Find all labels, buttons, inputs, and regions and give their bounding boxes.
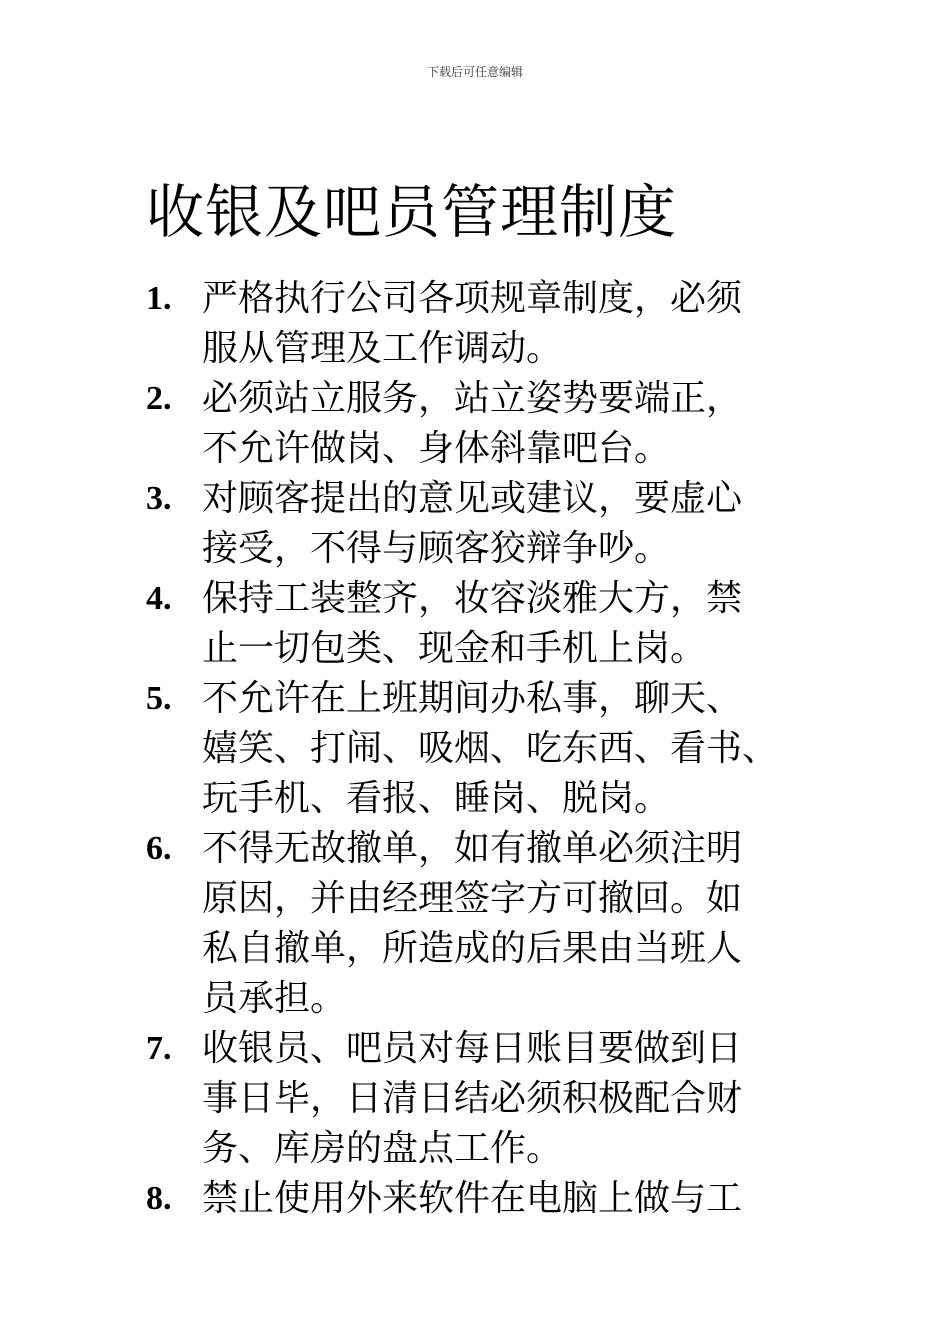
rule-line: 保持工装整齐，妆容淡雅大方，禁: [202, 578, 743, 619]
rule-line: 不允许在上班期间办私事，聊天、: [202, 678, 743, 719]
rule-text: [202, 1024, 802, 1174]
rule-line: 务、库房的盘点工作。: [202, 1128, 563, 1169]
rule-line: 不允许做岗、身体斜靠吧台。: [202, 428, 671, 469]
rule-line: 禁止使用外来软件在电脑上做与工: [202, 1178, 743, 1219]
rule-line: 事日毕，日清日结必须积极配合财: [202, 1078, 743, 1119]
rule-number: 2.: [146, 380, 172, 417]
rule-item-5: [146, 674, 806, 824]
rule-item-6: [146, 824, 806, 1024]
rule-number: 4.: [146, 580, 172, 617]
rule-line: 收银员、吧员对每日账目要做到日: [202, 1028, 743, 1069]
rule-number: 3.: [146, 480, 172, 517]
rule-number: 1.: [146, 280, 172, 317]
rule-line: 玩手机、看报、睡岗、脱岗。: [202, 778, 671, 819]
rule-line: 员承担。: [202, 978, 347, 1019]
rule-text: [202, 824, 802, 1024]
rules-list: [146, 274, 806, 1224]
rule-item-2: [146, 374, 806, 474]
rule-text: [202, 474, 802, 574]
rule-line: 原因，并由经理签字方可撤回。如: [202, 878, 743, 919]
rule-line: 必须站立服务，站立姿势要端正，: [202, 378, 743, 419]
rule-line: 严格执行公司各项规章制度，必须: [202, 278, 743, 319]
rule-item-7: [146, 1024, 806, 1174]
rule-item-1: [146, 274, 806, 374]
rule-text: [202, 374, 802, 474]
rule-line: 接受，不得与顾客狡辩争吵。: [202, 528, 671, 569]
rule-text: [202, 274, 802, 374]
rule-text: [202, 674, 802, 824]
rule-number: 5.: [146, 680, 172, 717]
rule-line: 对顾客提出的意见或建议，要虚心: [202, 478, 743, 519]
rule-line: 不得无故撤单，如有撤单必须注明: [202, 828, 743, 869]
rule-line: 服从管理及工作调动。: [202, 328, 563, 369]
rule-line: 私自撤单，所造成的后果由当班人: [202, 928, 743, 969]
rule-item-8: [146, 1174, 806, 1224]
rule-text: [202, 574, 802, 674]
rule-item-3: [146, 474, 806, 574]
rule-number: 6.: [146, 830, 172, 867]
rule-number: 7.: [146, 1030, 172, 1067]
document-title: 收银及吧员管理制度: [146, 178, 678, 246]
rule-number: 8.: [146, 1180, 172, 1217]
rule-text: [202, 1174, 802, 1224]
rule-line: 止一切包类、现金和手机上岗。: [202, 628, 707, 669]
rule-item-4: [146, 574, 806, 674]
rule-line: 嬉笑、打闹、吸烟、吃东西、看书、: [202, 728, 779, 769]
header-note: 下载后可任意编辑: [426, 65, 523, 79]
